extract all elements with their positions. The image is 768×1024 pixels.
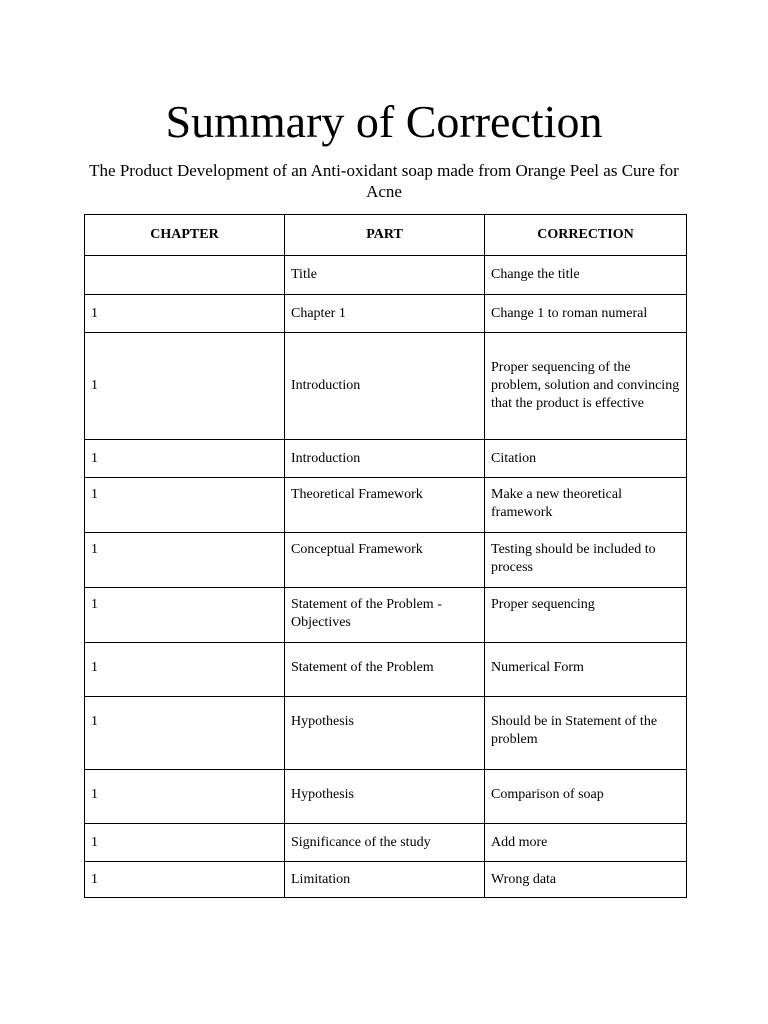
cell-chapter: 1 [85, 862, 285, 898]
cell-chapter: 1 [85, 478, 285, 533]
cell-part: Introduction [285, 440, 485, 478]
cell-part: Chapter 1 [285, 295, 485, 333]
column-header-part: PART [285, 215, 485, 256]
table-row [85, 256, 687, 295]
cell-correction: Proper sequencing [485, 588, 687, 643]
cell-chapter: 1 [85, 295, 285, 333]
cell-correction: Make a new theoretical framework [485, 478, 687, 533]
cell-part: Theoretical Framework [285, 478, 485, 533]
table-row [85, 295, 687, 333]
page-title: Summary of Correction [165, 96, 603, 147]
cell-part: Hypothesis [285, 770, 485, 824]
table-row [85, 478, 687, 533]
cell-part: Conceptual Framework [285, 533, 485, 588]
cell-correction: Change 1 to roman numeral [485, 295, 687, 333]
cell-chapter: 1 [85, 533, 285, 588]
column-header-correction: CORRECTION [485, 215, 687, 256]
cell-chapter: 1 [85, 333, 285, 440]
cell-part: Statement of the Problem - Objectives [285, 588, 485, 643]
cell-correction: Should be in Statement of the problem [485, 697, 687, 770]
table-row [85, 440, 687, 478]
cell-part: Significance of the study [285, 824, 485, 862]
cell-part: Statement of the Problem [285, 643, 485, 697]
cell-part: Introduction [285, 333, 485, 440]
cell-chapter: 1 [85, 643, 285, 697]
table-header-row [85, 215, 687, 256]
cell-correction: Citation [485, 440, 687, 478]
cell-correction: Numerical Form [485, 643, 687, 697]
cell-chapter: 1 [85, 697, 285, 770]
corrections-table [84, 214, 687, 898]
table-row [85, 533, 687, 588]
cell-correction: Proper sequencing of the problem, solution and convincing that the product is effective [485, 333, 687, 440]
table-row [85, 770, 687, 824]
table-row [85, 824, 687, 862]
cell-part: Title [285, 256, 485, 295]
column-header-chapter: CHAPTER [85, 215, 285, 256]
table-row [85, 333, 687, 440]
cell-correction: Comparison of soap [485, 770, 687, 824]
cell-chapter [85, 256, 285, 295]
cell-chapter: 1 [85, 824, 285, 862]
cell-part: Limitation [285, 862, 485, 898]
table-row [85, 862, 687, 898]
cell-part: Hypothesis [285, 697, 485, 770]
cell-correction: Add more [485, 824, 687, 862]
cell-chapter: 1 [85, 770, 285, 824]
cell-correction: Change the title [485, 256, 687, 295]
table-row [85, 588, 687, 643]
table-row [85, 643, 687, 697]
document-subtitle: The Product Development of an Anti-oxidant soap made from Orange Peel as Cure for Acne [89, 161, 679, 201]
cell-correction: Testing should be included to process [485, 533, 687, 588]
cell-chapter: 1 [85, 588, 285, 643]
table-row [85, 697, 687, 770]
cell-chapter: 1 [85, 440, 285, 478]
cell-correction: Wrong data [485, 862, 687, 898]
